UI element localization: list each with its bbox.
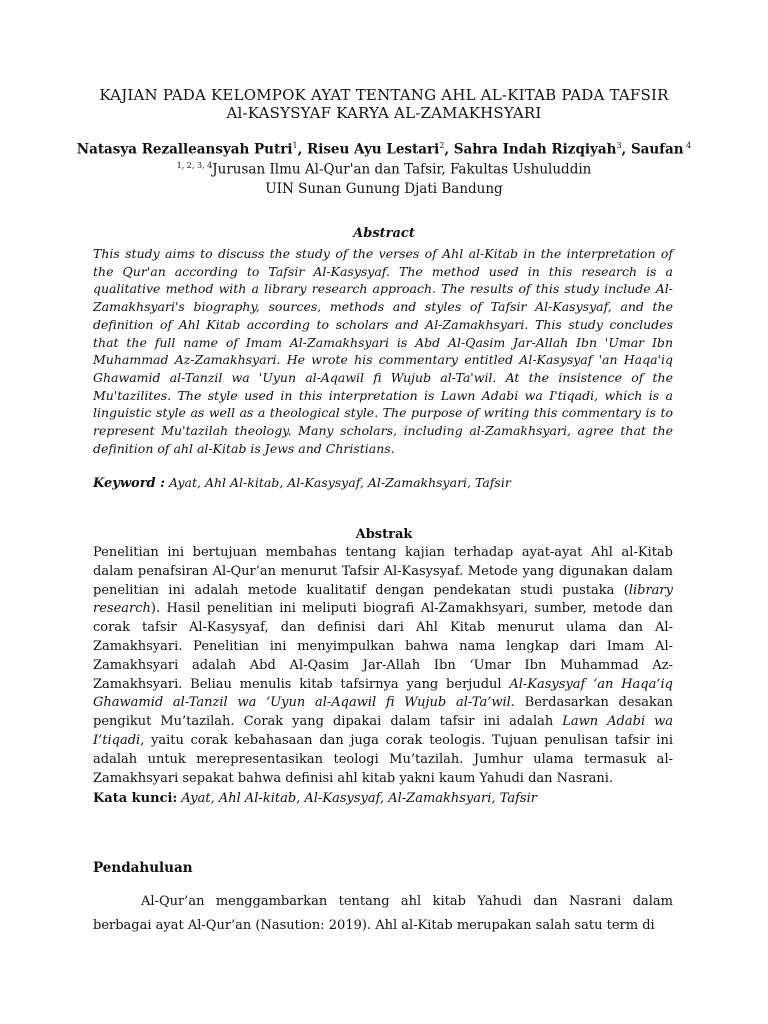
abstrak-segment: Penelitian ini bertujuan membahas tentang kajian terhadap ayat-ayat Ahl al-Kitab dalam penafsiran Al-Qur’an menurut Tafsir Al-Kasysyaf. Metode yang digunakan dalam penelitian ini adalah metode kualitatif dengan pendekatan studi pustaka ( [93, 545, 673, 598]
author-sep: , [297, 141, 307, 158]
section-heading: Pendahuluan [93, 860, 193, 876]
author-name: Natasya Rezalleansyah Putri [76, 141, 293, 158]
affiliation-sup: 1, 2, 3, 4 [176, 161, 213, 170]
title-line-1: KAJIAN PADA KELOMPOK AYAT TENTANG AHL AL-KITAB PADA TAFSIR [99, 86, 669, 104]
abstrak-italic-title: Al-Kasysyaf ‘an Haqa’iq Ghawamid al-Tanzil wa ‘Uyun al-Aqawil fi Wujub al-Ta’wil [93, 676, 673, 711]
abstrak-segment: ). Hasil penelitian ini meliputi biografi Al-Zamakhsyari, sumber, metode dan corak tafsir Al-Kasysyaf, dan definisi dari Ahl Kitab menurut ulama dan Al-Zamakhsyari. Penelitian ini menyimpulkan bahwa nama lengkap dari Imam Al-Zamakhsyari adalah Abd Al-Qasim Jar-Allah Ibn ‘Umar Ibn Muhammad Az-Zamakhsyari. Beliau menulis kitab tafsirnya yang berjudul [93, 601, 673, 692]
abstrak-heading: Abstrak [355, 527, 413, 542]
abstrak-italic-term: library research [93, 582, 673, 617]
abstrak-segment: , yaitu corak kebahasaan dan juga corak teologis. Tujuan penulisan tafsir ini adalah untuk merepresentasikan teologi Mu’tazilah. Jumhur ulama termasuk al-Zamakhsyari sepakat bahwa definisi ahl kitab yakni kaum Yahudi dan Nasrani. [93, 732, 673, 786]
author-sup: 4 [683, 141, 692, 150]
affiliation [60, 156, 708, 199]
intro-paragraph: Al-Qur’an menggambarkan tentang ahl kitab Yahudi dan Nasrani dalam berbagai ayat Al-Qur’an (Nasution: 2019). Ahl al-Kitab merupakan salah satu term di [93, 894, 673, 933]
author-sup: 2 [439, 141, 445, 150]
abstract-heading: Abstract [353, 226, 415, 241]
keywords-value: Ayat, Ahl Al-kitab, Al-Kasysyaf, Al-Zamakhsyari, Tafsir [168, 475, 511, 490]
author-sup: 1 [292, 141, 298, 150]
paper-title [60, 86, 708, 122]
abstrak-segment: . Berdasarkan desakan pengikut Mu’tazilah. Corak yang dipakai dalam tafsir ini adalah [93, 695, 673, 730]
kata-kunci-value: Ayat, Ahl Al-kitab, Al-Kasysyaf, Al-Zamakhsyari, Tafsir [181, 791, 537, 806]
author-name: Sahra Indah Rizqiyah [453, 141, 617, 158]
affiliation-line-2: UIN Sunan Gunung Djati Bandung [265, 180, 503, 197]
keywords-en [93, 474, 673, 492]
affiliation-line-1: Jurusan Ilmu Al-Qur'an dan Tafsir, Fakultas Ushuluddin [212, 161, 592, 178]
abstrak-text [93, 544, 673, 788]
author-name: Saufan [630, 141, 684, 158]
abstrak-italic-style: Lawn Adabi wa I’tiqadi [93, 714, 673, 748]
author-sep: , [621, 141, 631, 158]
author-sup: 3 [616, 141, 622, 150]
keywords-label: Keyword : [93, 476, 165, 491]
author-name: Riseu Ayu Lestari [306, 141, 440, 158]
keywords-id [93, 790, 673, 808]
author-sep: , [444, 141, 454, 158]
title-line-2: Al-KASYSYAF KARYA AL-ZAMAKHSYARI [226, 104, 542, 122]
abstract-text: This study aims to discuss the study of the verses of Ahl al-Kitab in the interpretation of the Qur'an according to Tafsir Al-Kasysyaf. The method used in this research is a qualitative method with a library research approach. The results of this study include Al-Zamakhsyari's biography, sources, methods and styles of Tafsir Al-Kasysyaf, and the definition of Ahl Kitab according to scholars and Al-Zamakhsyari. This study concludes that the full name of Imam Al-Zamakhsyari is Abd Al-Qasim Jar-Allah Ibn 'Umar Ibn Muhammad Az-Zamakhsyari. He wrote his commentary entitled Al-Kasysyaf 'an Haqa'iq Ghawamid al-Tanzil wa 'Uyun al-Aqawil fi Wujub al-Ta'wil. At the insistence of the Mu'tazilites. The style used in this interpretation is Lawn Adabi wa I'tiqadi, which is a linguistic style as well as a theological style. The purpose of writing this commentary is to represent Mu'tazilah theology. Many scholars, including al-Zamakhsyari, agree that the definition of ahl al-Kitab is Jews and Christians. [93, 246, 673, 456]
kata-kunci-label: Kata kunci: [93, 791, 178, 806]
